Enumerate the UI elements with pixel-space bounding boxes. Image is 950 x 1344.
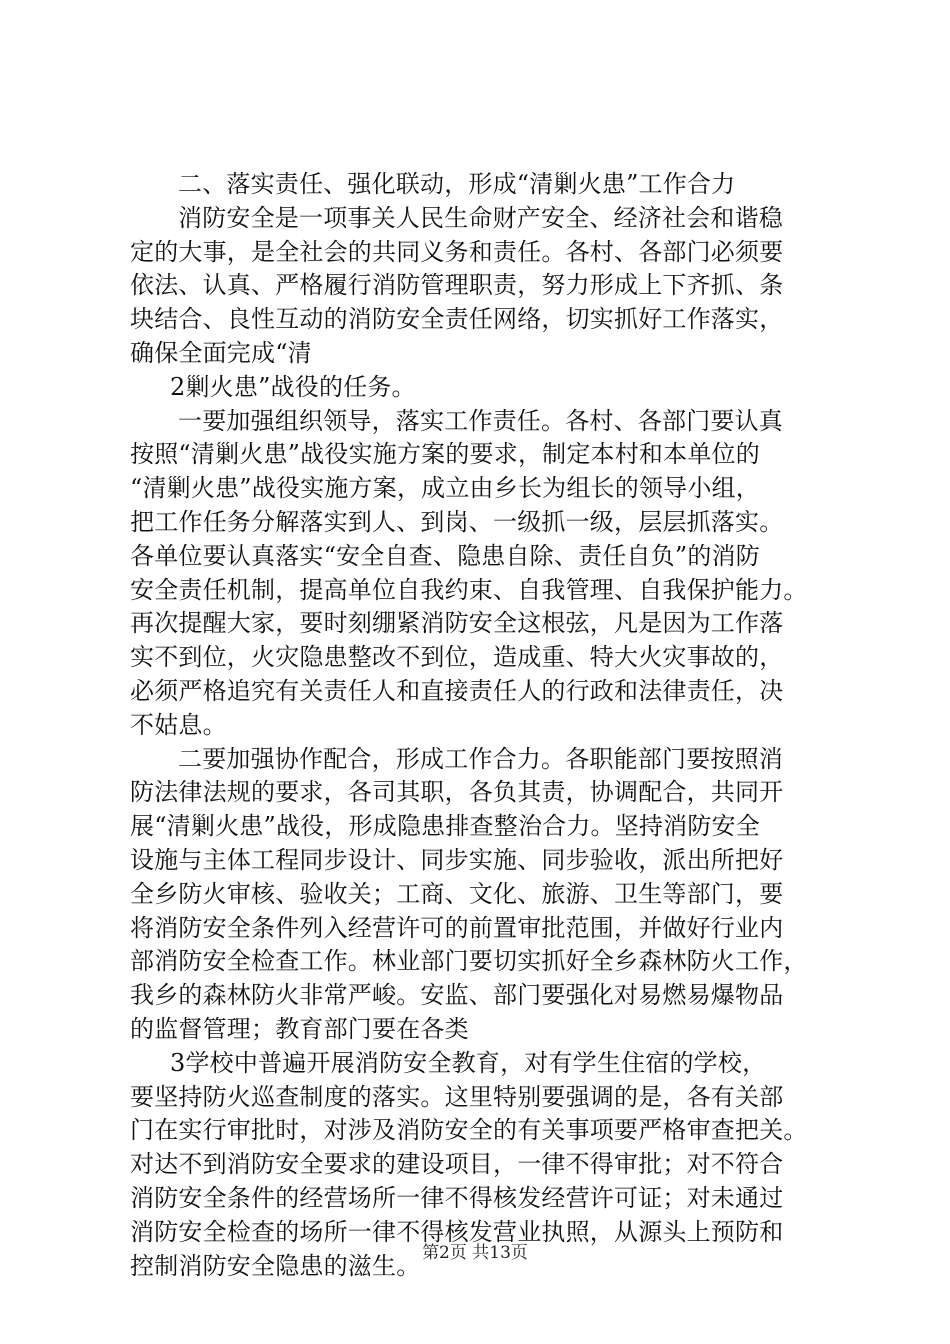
paragraph-line: 消防安全条件的经营场所一律不得核发经营许可证；对未通过 [130, 1183, 784, 1212]
paragraph-line: 展“清剿火患”战役，形成隐患排查整治合力。坚持消防安全 [130, 812, 760, 841]
paragraph-line: 块结合、良性互动的消防安全责任网络，切实抓好工作落实， [130, 305, 784, 334]
paragraph-line: 消防安全是一项事关人民生命财产安全、经济社会和谐稳 [178, 203, 783, 232]
paragraph-line: 不姑息。 [130, 710, 227, 739]
paragraph-line: 对达不到消防安全要求的建设项目，一律不得审批；对不符合 [130, 1150, 784, 1179]
paragraph-line: 防法律法规的要求，各司其职，各负其责，协调配合，共同开 [130, 778, 784, 807]
paragraph-line: 依法、认真、严格履行消防管理职责，努力形成上下齐抓、条 [130, 271, 784, 300]
paragraph-line: 我乡的森林防火非常严峻。安监、部门要强化对易燃易爆物品 [130, 981, 784, 1010]
paragraph-line: 2剿火患”战役的任务。 [170, 372, 416, 401]
paragraph-line: 设施与主体工程同步设计、同步实施、同步验收，派出所把好 [130, 845, 784, 874]
paragraph-line: 定的大事，是全社会的共同义务和责任。各村、各部门必须要 [130, 237, 784, 266]
paragraph-line: 再次提醒大家，要时刻绷紧消防安全这根弦，凡是因为工作落 [130, 609, 784, 638]
page-footer [0, 1243, 950, 1263]
paragraph-line: 要坚持防火巡查制度的落实。这里特别要强调的是，各有关部 [130, 1082, 784, 1111]
page-number-label: 第2页 共13页 [422, 1243, 528, 1263]
paragraph-line: 确保全面完成“清 [130, 338, 312, 367]
paragraph-line: 门在实行审批时，对涉及消防安全的有关事项要严格审查把关。 [130, 1116, 808, 1145]
paragraph-line: 把工作任务分解落实到人、到岗、一级抓一级，层层抓落实。 [130, 507, 784, 536]
section-heading: 二、落实责任、强化联动，形成“清剿火患”工作合力 [178, 170, 736, 198]
paragraph-line: 二要加强协作配合，形成工作合力。各职能部门要按照消 [178, 744, 783, 773]
paragraph-line: 一要加强组织领导，落实工作责任。各村、各部门要认真 [178, 406, 783, 435]
paragraph-line: 的监督管理；教育部门要在各类 [130, 1014, 469, 1043]
paragraph-line: 实不到位，火灾隐患整改不到位，造成重、特大火灾事故的， [130, 643, 784, 672]
paragraph-line: 必须严格追究有关责任人和直接责任人的行政和法律责任，决 [130, 676, 784, 705]
paragraph-line: 控制消防安全隐患的滋生。 [130, 1251, 421, 1280]
paragraph-line: 3学校中普遍开展消防安全教育，对有学生住宿的学校， [170, 1048, 767, 1077]
paragraph-line: 部消防安全检查工作。林业部门要切实抓好全乡森林防火工作， [130, 947, 808, 976]
paragraph-line: 安全责任机制，提高单位自我约束、自我管理、自我保护能力。 [130, 575, 808, 604]
paragraph-line: 各单位要认真落实“安全自查、隐患自除、责任自负”的消防 [130, 541, 760, 570]
paragraph-line: “清剿火患”战役实施方案，成立由乡长为组长的领导小组， [130, 474, 760, 503]
paragraph-line: 将消防安全条件列入经营许可的前置审批范围，并做好行业内 [130, 913, 784, 942]
paragraph-line: 消防安全检查的场所一律不得核发营业执照，从源头上预防和 [130, 1217, 784, 1246]
paragraph-line: 全乡防火审核、验收关；工商、文化、旅游、卫生等部门，要 [130, 879, 784, 908]
paragraph-line: 按照“清剿火患”战役实施方案的要求，制定本村和本单位的 [130, 440, 760, 469]
document-body [130, 168, 850, 1283]
